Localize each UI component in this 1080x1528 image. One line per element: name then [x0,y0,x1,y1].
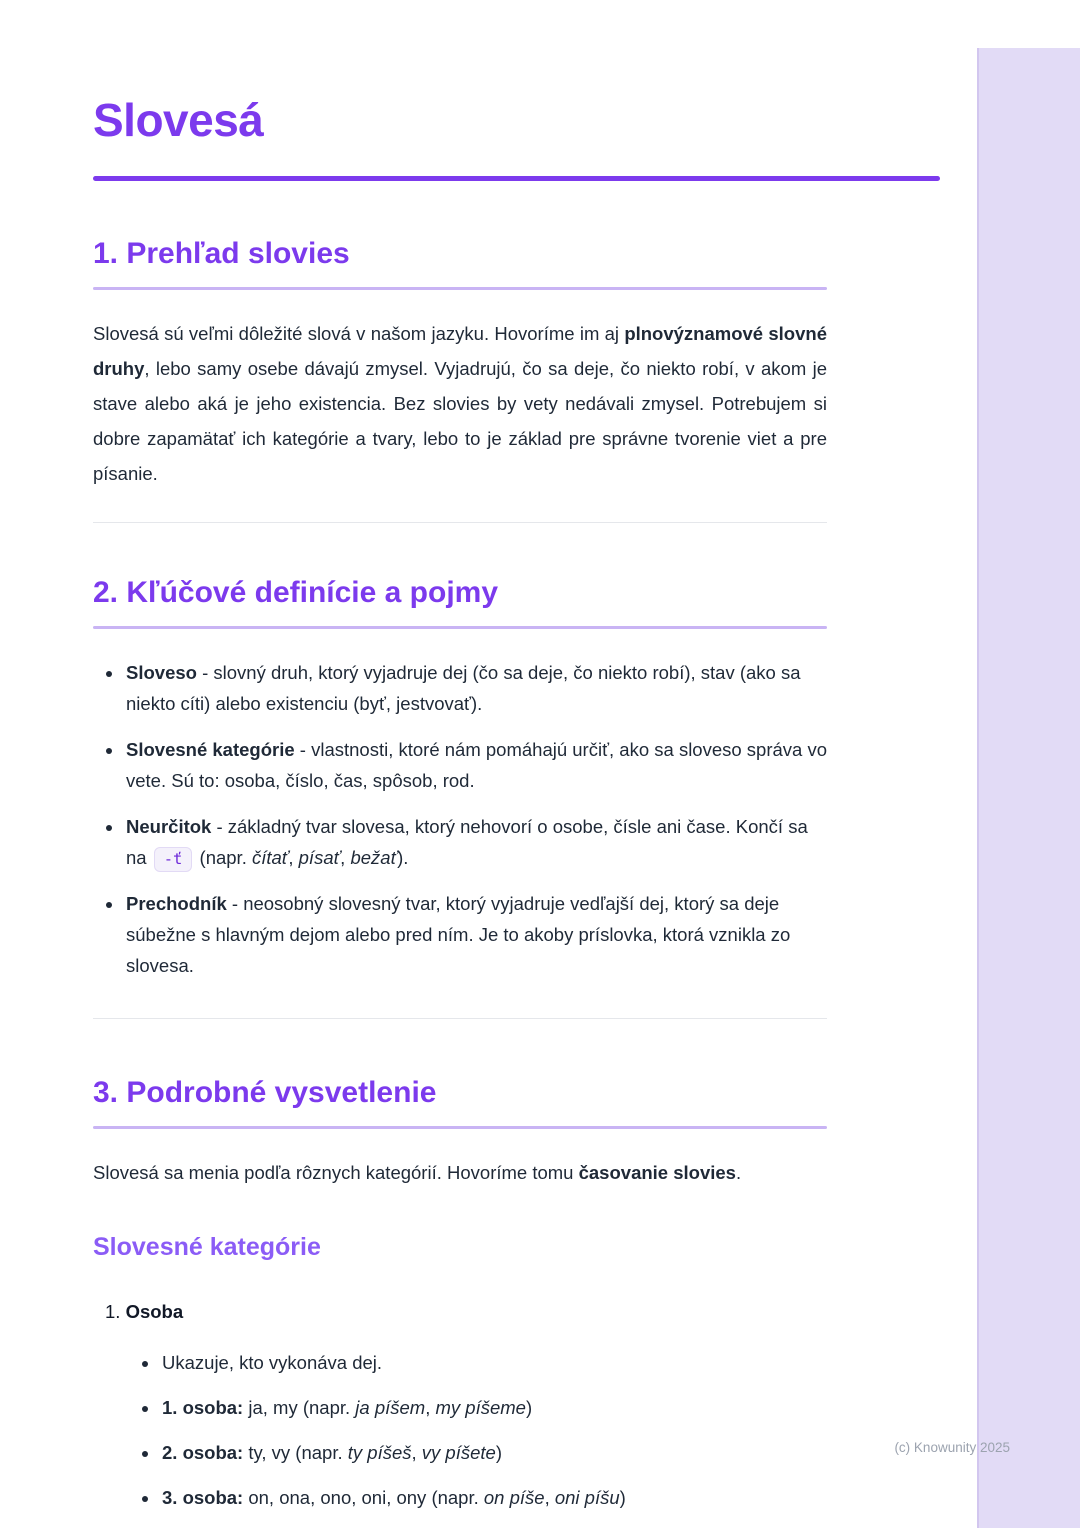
section-2-heading: 2. Kľúčové definície a pojmy [93,575,499,609]
section-divider [93,1018,827,1019]
subsection-heading: Slovesné kategórie [93,1232,321,1261]
list-item-sloveso: • Sloveso - slovný druh, ktorý vyjadruje dej (čo sa deje, čo niekto robí), stav (ako sa niekto cíti) alebo existenciu (byť, jestvovať). [124,657,827,719]
section-3-heading: 3. Podrobné vysvetlenie [93,1075,437,1109]
list-item-1-osoba: • 1. osoba: ja, my (napr. ja píšem, my píšeme) [160,1393,827,1423]
heading-underline [93,626,827,629]
section-explanation [93,1075,827,1513]
list-item-2-osoba: • 2. osoba: ty, vy (napr. ty píšeš, vy píšete) [160,1438,827,1468]
list-item-neurcitok: • Neurčitok - základný tvar slovesa, ktorý nehovorí o osobe, čísle ani čase. Končí sa na -ť (napr. čítať, písať, bežať). [124,811,827,873]
heading-underline [93,1126,827,1129]
side-strip-decoration [977,48,1080,1528]
list-item-3-osoba: • 3. osoba: on, ona, ono, oni, ony (napr. on píše, oni píšu) [160,1483,827,1513]
footer-credit: (c) Knowunity 2025 [894,1440,1010,1455]
explanation-paragraph: Slovesá sa menia podľa rôznych kategórií. Hovoríme tomu časovanie slovies. [93,1161,742,1183]
definitions-list [93,657,827,981]
section-1-heading: 1. Prehľad slovies [93,236,350,270]
overview-paragraph: Slovesá sú veľmi dôležité slová v našom jazyku. Hovoríme im aj plnovýznamové slovné druhy, lebo samy osebe dávajú zmysel. Vyjadrujú, čo sa deje, čo niekto robí, v akom je stave alebo aká je jeho existencia. Bez slovies by vety nedávali zmysel. Potrebujem si dobre zapamätať ich kategórie a tvary, lebo to je základ pre správne tvorenie viet a pre písanie. [93,322,827,484]
section-definitions [93,575,827,981]
osoba-detail-list [93,1348,827,1513]
heading-underline [93,287,827,290]
title-rule [93,176,940,181]
section-overview [93,236,827,491]
numbered-item-osoba: 1. Osoba [105,1300,184,1322]
page-title: Slovesá [93,94,264,146]
section-divider [93,522,827,523]
list-item-ukazuje: • Ukazuje, kto vykonáva dej. [160,1348,827,1378]
list-item-prechodnik: • Prechodník - neosobný slovesný tvar, ktorý vyjadruje vedľajší dej, ktorý sa deje súbežne s hlavným dejom alebo pred ním. Je to akoby príslovka, ktorá vznikla zo slovesa. [124,888,827,981]
list-item-slovesne-kategorie: • Slovesné kategórie - vlastnosti, ktoré nám pomáhajú určiť, ako sa sloveso správa vo vete. Sú to: osoba, číslo, čas, spôsob, rod. [124,734,827,796]
